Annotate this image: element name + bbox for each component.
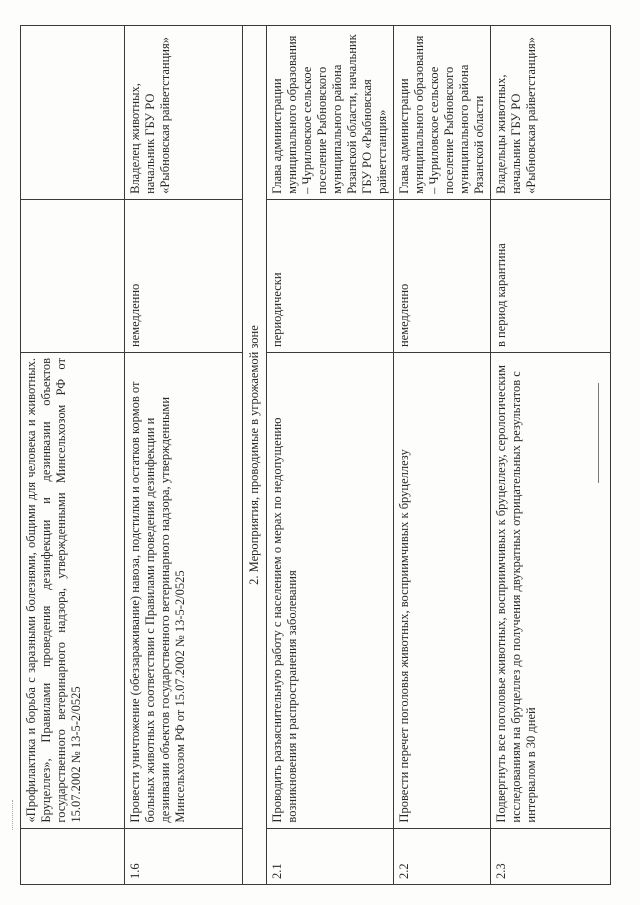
row-responsible: Глава администрации муниципального образования – Чуриловское сельское поселение Рыбновского муниципального района Рязанской области, начальник ГБУ РО «Рыбновская райветстанция» bbox=[267, 26, 394, 200]
row-number: 2.2 bbox=[394, 828, 491, 884]
row-term: в период карантина bbox=[491, 199, 611, 352]
row-number: 1.6 bbox=[125, 828, 243, 884]
measures-table bbox=[20, 25, 611, 885]
row-responsible bbox=[21, 26, 125, 200]
table-row bbox=[21, 26, 125, 885]
table-row bbox=[394, 26, 491, 885]
row-action: «Профилактика и борьба с заразными болезнями, общими для человека и животных. Бруцеллез», Правилами проведения дезинфекции и дезинвазии объектов государственного ветеринарного надзора, утвержденными Минсельхозом РФ от 15.07.2002 № 13-5-2/0525 bbox=[21, 353, 125, 829]
row-number bbox=[21, 828, 125, 884]
row-action: Провести уничтожение (обеззараживание) навоза, подстилки и остатков кормов от больных животных в соответствии с Правилами проведения дезинфекции и дезинвазии объектов государственного ветеринарного надзора, утвержденными Минсельхозом РФ от 15.07.2002 № 13-5-2/0525 bbox=[125, 353, 243, 829]
table-row bbox=[491, 26, 611, 885]
row-responsible: Владелец животных, начальник ГБУ РО «Рыбновская райветстанция» bbox=[125, 26, 243, 200]
row-term bbox=[21, 199, 125, 352]
row-responsible: Глава администрации муниципального образования – Чуриловское сельское поселение Рыбновского муниципального района Рязанской области bbox=[394, 26, 491, 200]
row-action: Проводить разъяснительную работу с населением о мерах по недопущению возникновения и распространения заболевания bbox=[267, 353, 394, 829]
scan-margin-mark bbox=[12, 800, 16, 830]
row-number: 2.1 bbox=[267, 828, 394, 884]
row-term: немедленно bbox=[125, 199, 243, 352]
row-action: Провести перечет поголовья животных, восприимчивых к бруцеллезу bbox=[394, 353, 491, 829]
row-number: 2.3 bbox=[491, 828, 611, 884]
row-term: немедленно bbox=[394, 199, 491, 352]
table-row bbox=[267, 26, 394, 885]
row-term: периодически bbox=[267, 199, 394, 352]
row-responsible: Владельцы животных, начальник ГБУ РО «Рыбновская райветстанция» bbox=[491, 26, 611, 200]
table-row bbox=[125, 26, 243, 885]
section-header-row bbox=[243, 26, 267, 885]
row-action: Подвергнуть все поголовье животных, восприимчивых к бруцеллезу, серологическим исследованиям на бруцеллез до получения двукратных отрицательных результатов с интервалом в 30 дней bbox=[491, 353, 611, 829]
section-title: 2. Мероприятия, проводимые в угрожаемой зоне bbox=[243, 26, 267, 885]
rotated-table-sheet bbox=[20, 25, 620, 885]
